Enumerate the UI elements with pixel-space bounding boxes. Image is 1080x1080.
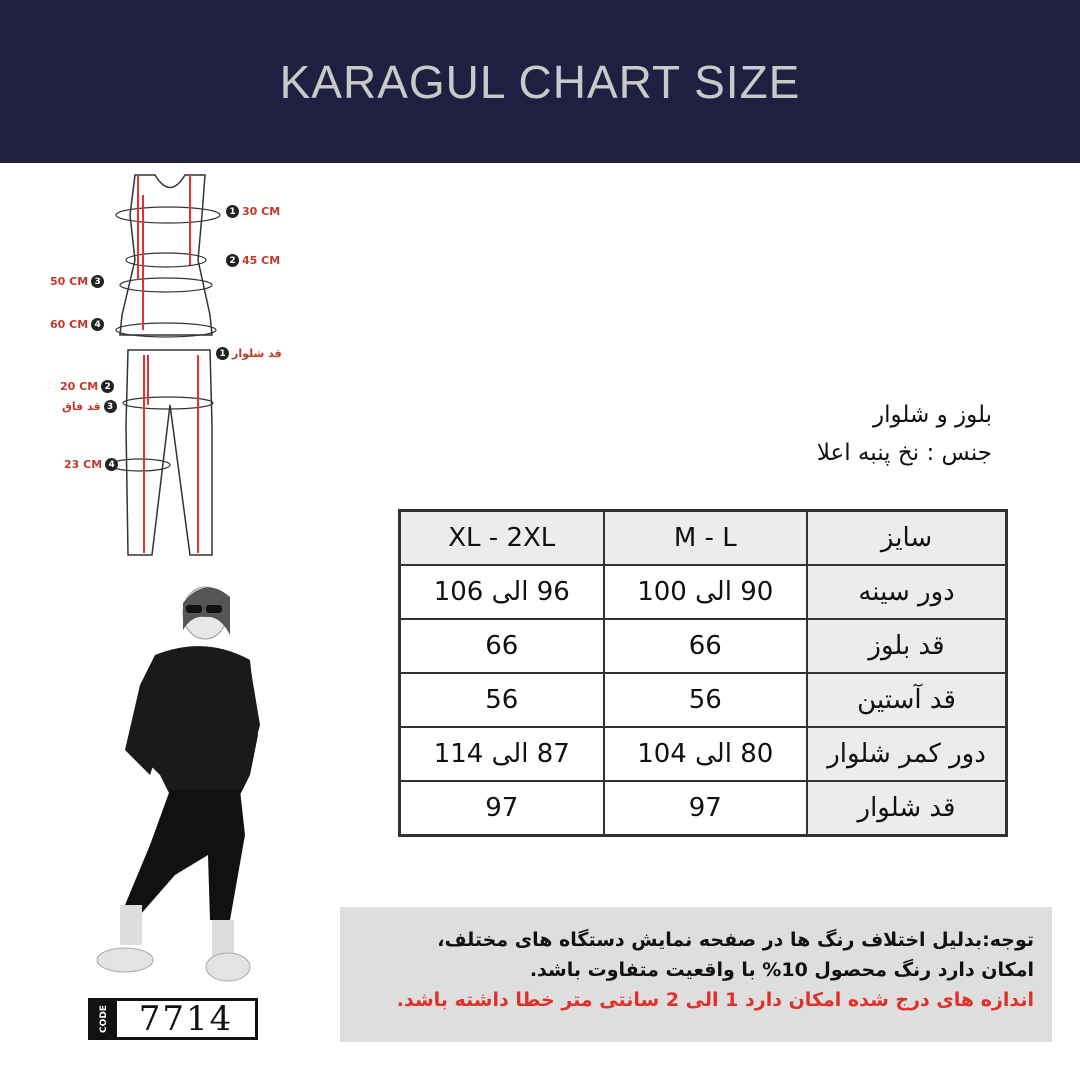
product-material: جنس : نخ پنبه اعلا [816,440,992,466]
garment-sketch [40,165,300,565]
measure-pants-2 [60,380,114,393]
measure-label: 23 CM [64,458,103,471]
header-bar [0,0,1080,163]
measure-top-2 [226,254,280,267]
model-photo [80,575,280,995]
cell-ml: 66 [604,619,808,673]
cell-label: قد شلوار [807,781,1006,836]
product-code: 7714 [138,999,234,1039]
model-silhouette [80,575,280,995]
measure-label: 45 CM [242,254,281,267]
table-row [400,781,1007,836]
measure-number: 1 [226,205,239,218]
cell-xl: 66 [400,619,604,673]
note-line-1: توجه:بدلیل اختلاف رنگ ها در صفحه نمایش دستگاه های مختلف، [437,929,1034,951]
measure-number: 1 [216,347,229,360]
measure-number: 4 [105,458,118,471]
cell-label: قد بلوز [807,619,1006,673]
measure-label: قد شلوار [232,347,282,360]
table-row [400,727,1007,781]
code-label: CODE [91,1001,117,1037]
cell-ml: 80 الی 104 [604,727,808,781]
size-table [398,509,1008,837]
table-row [400,619,1007,673]
product-code-box [88,998,258,1040]
measure-number: 3 [104,400,117,413]
page-title: KARAGUL CHART SIZE [279,55,801,108]
table-row [400,565,1007,619]
cell-label: قد آستین [807,673,1006,727]
measure-top-1 [226,205,280,218]
measurement-diagram [40,165,300,565]
measure-pants-1 [216,347,282,360]
measure-number: 4 [91,318,104,331]
disclaimer-note [340,907,1052,1042]
measure-label: 30 CM [242,205,281,218]
measure-number: 3 [91,275,104,288]
measure-top-3 [50,275,104,288]
cell-ml: 90 الی 100 [604,565,808,619]
cell-xl: 56 [400,673,604,727]
table-header-xl: XL - 2XL [400,511,604,566]
measure-number: 2 [226,254,239,267]
cell-label: دور سینه [807,565,1006,619]
measure-top-4 [50,318,104,331]
table-header-ml: M - L [604,511,808,566]
measure-label: 20 CM [60,380,99,393]
measure-number: 2 [101,380,114,393]
measure-label: 50 CM [50,275,89,288]
cell-xl: 87 الی 114 [400,727,604,781]
table-header-row [400,511,1007,566]
note-line-2: امکان دارد رنگ محصول 10% با واقعیت متفاوت باشد. [529,959,1034,981]
cell-xl: 96 الی 106 [400,565,604,619]
cell-ml: 56 [604,673,808,727]
measure-label: 60 CM [50,318,89,331]
note-line-3: اندازه های درج شده امکان دارد 1 الی 2 سانتی متر خطا داشته باشد. [396,989,1034,1011]
measure-pants-3 [62,400,117,413]
product-title: بلوز و شلوار [873,402,992,428]
measure-pants-4 [64,458,118,471]
cell-xl: 97 [400,781,604,836]
table-row [400,673,1007,727]
cell-ml: 97 [604,781,808,836]
measure-label: قد فاق [62,400,101,413]
table-header-size: سایز [807,511,1006,566]
cell-label: دور کمر شلوار [807,727,1006,781]
